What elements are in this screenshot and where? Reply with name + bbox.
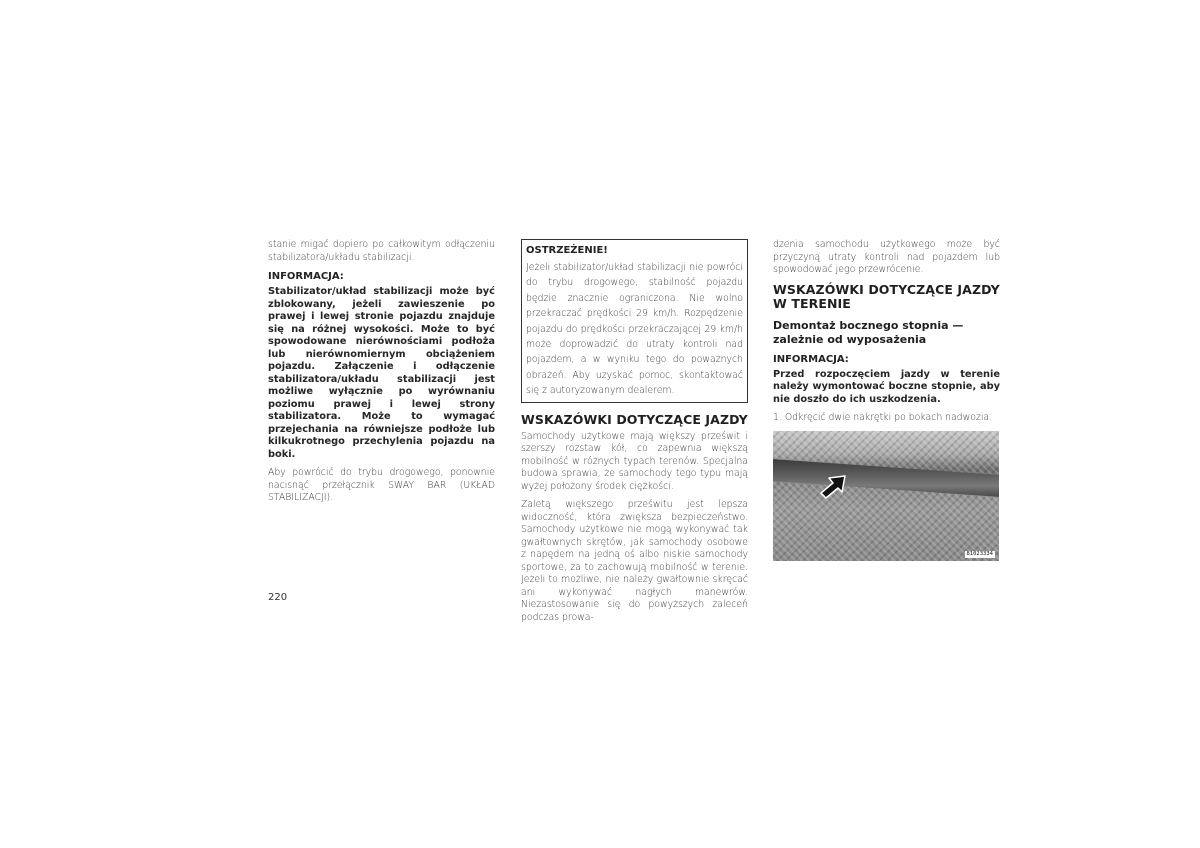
- right-column: [773, 239, 1000, 561]
- arrow-icon: [820, 475, 846, 499]
- paragraph-visibility: Zaletą większego prześwitu jest lepsza widoczność, która zwiększa bezpieczeństwo. Samochody użytkowe nie mogą wykonywać tak gwałtownych skrętów, jak samochody osobowe z napędem na jedną oś albo niskie samochody sportowe, za to zachowują mobilność w terenie. Jeżeli to możliwe, nie należy gwałtownie skręcać ani wykonywać nagłych manewrów. Niezastosowanie się do powyższych zaleceń podczas prowa-: [521, 499, 748, 623]
- subheading-side-step-removal: Demontaż bocznego stopnia — zależnie od wyposażenia: [773, 318, 964, 346]
- warning-text: Jeżeli stabilizator/układ stabilizacji nie powróci do trybu drogowego, stabilność pojazdu będzie znacznie ograniczona. Nie wolno przekraczać prędkości 29 km/h. Rozpędzenie pojazdu do prędkości przekraczającej 29 km/h może doprowadzić do utraty kontroli nad pojazdem, a w wyniku tego do poważnych obrażeń. Aby uzyskać pomoc, skontaktować się z autoryzowanym dealerem.: [526, 262, 743, 397]
- page-number: 220: [268, 592, 288, 603]
- return-paragraph: Aby powrócić do trybu drogowego, ponownie nacisnąć przełącznik SWAY BAR (UKŁAD STABILIZACJI).: [268, 467, 495, 503]
- continuation-paragraph: dzenia samochodu użytkowego może być przyczyną utraty kontroli nad pojazdem lub spowodować jego przewrócenie.: [773, 239, 1000, 275]
- info-label: INFORMACJA:: [268, 271, 344, 282]
- info-text: Stabilizator/układ stabilizacji może być zblokowany, jeżeli zawieszenie po prawej i lewej stronie pojazdu znajduje się na różnej wysokości. Może to być spowodowane nierównościami podłoża lub nierównomiernym obciążeniem pojazdu. Załączenie i odłączenie stabilizatora/układu stabilizacji jest możliwe wyłącznie po wyrównaniu poziomu prawej i lewej strony stabilizatora. Może to wymagać przejechania na równiejsze podłoże lub kilkukrotnego przechylenia pojazdu na boki.: [268, 286, 495, 460]
- figure-code: 81023334: [966, 550, 993, 557]
- middle-column: [521, 239, 748, 630]
- paragraph-ground-clearance: Samochody użytkowe mają większy prześwit i szerszy rozstaw kół, co zapewnia większą mobilność w różnych typach terenów. Specjalna budowa sprawia, że samochody tego typu mają wyżej położony środek ciężkości.: [521, 430, 748, 492]
- step-1: 1. Odkręcić dwie nakrętki po bokach nadwozia.: [773, 412, 993, 423]
- intro-paragraph: stanie migać dopiero po całkowitym odłączeniu stabilizatora/układu stabilizacji.: [268, 239, 495, 263]
- side-step-sill: [773, 459, 999, 497]
- info-text: Przed rozpoczęciem jazdy w terenie należy wymontować boczne stopnie, aby nie doszło do ich uszkodzenia.: [773, 368, 1000, 405]
- section-heading-offroad-tips: WSKAZÓWKI DOTYCZĄCE JAZDY W TERENIE: [773, 281, 1000, 311]
- section-heading-driving-tips: WSKAZÓWKI DOTYCZĄCE JAZDY: [521, 411, 748, 427]
- info-label: INFORMACJA:: [773, 353, 849, 365]
- side-step-figure: [773, 431, 999, 561]
- left-column: [268, 239, 495, 511]
- warning-box: [521, 239, 748, 403]
- warning-label: OSTRZEŻENIE!: [526, 245, 608, 256]
